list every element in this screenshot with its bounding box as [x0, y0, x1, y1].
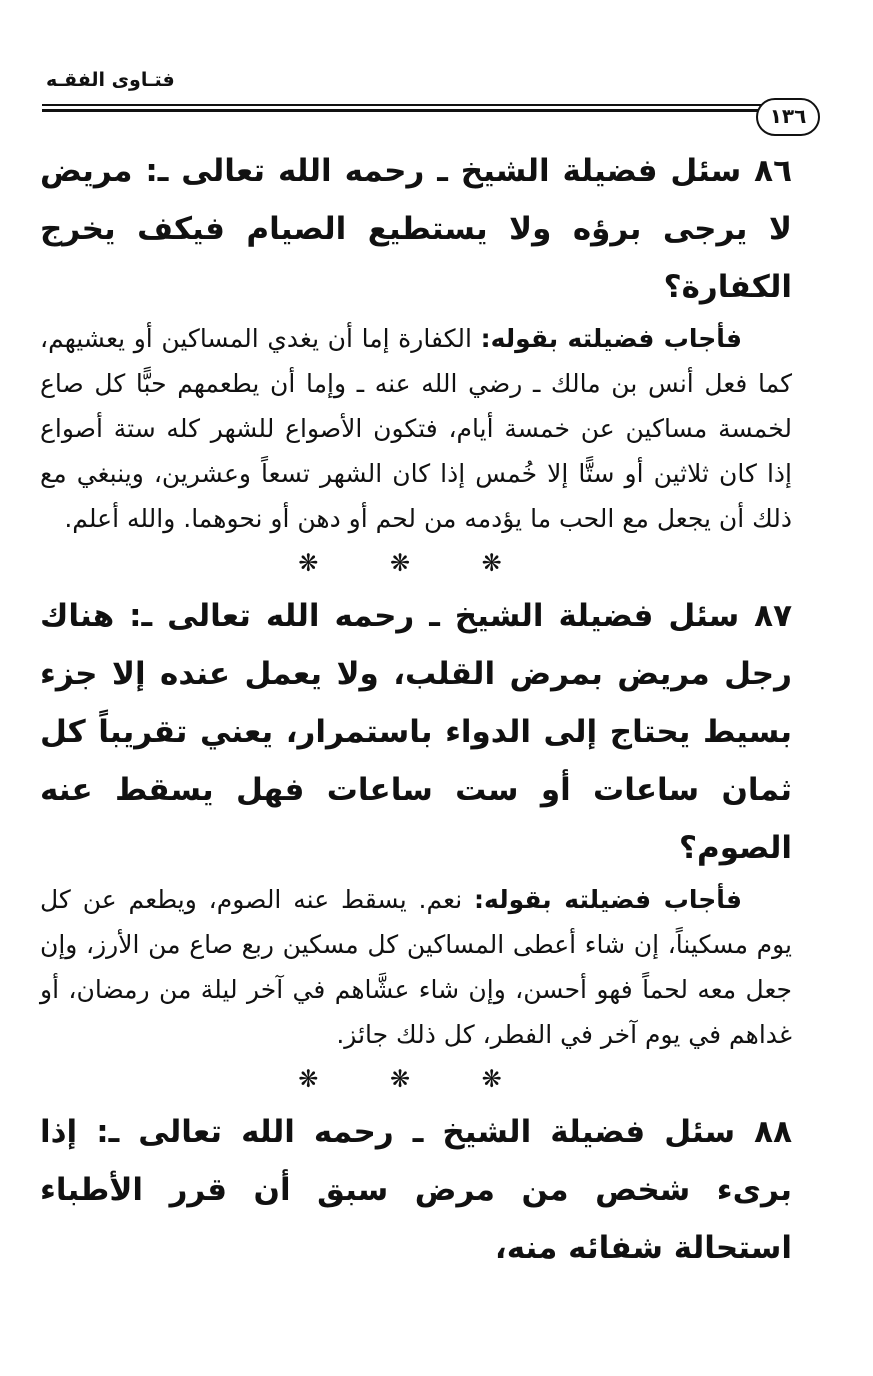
answer-body: نعم. يسقط عنه الصوم، ويطعم عن كل يوم مسكيناً، إن شاء أعطى المساكين كل مسكين ربع صاع من الأرز، وإن جعل معه لحماً فهو أحسن، وإن شاء عشَّاهم في آخر ليلة من رمضان، أو غداهم في يوم آخر في الفطر، كل ذلك جائز. — [40, 885, 792, 1049]
answer-87 — [40, 877, 792, 1057]
question-86: ٨٦ سئل فضيلة الشيخ ـ رحمه الله تعالى ـ: مريض لا يرجى برؤه ولا يستطيع الصيام فيكف يخرج الكفارة؟ — [40, 153, 792, 305]
header-rule — [42, 104, 762, 106]
section-separator: ❋ ❋ ❋ — [298, 549, 534, 577]
question-87: ٨٧ سئل فضيلة الشيخ ـ رحمه الله تعالى ـ: هناك رجل مريض بمرض القلب، ولا يعمل عنده إلا جزء بسيط يحتاج إلى الدواء باستمرار، يعني تقريباً كل ثمان ساعات أو ست ساعات فهل يسقط عنه الصوم؟ — [40, 598, 792, 866]
question-88: ٨٨ سئل فضيلة الشيخ ـ رحمه الله تعالى ـ: إذا برىء شخص من مرض سبق أن قرر الأطباء استحالة شفائه منه، — [40, 1114, 792, 1266]
answer-lead: فأجاب فضيلته بقوله: — [474, 885, 742, 914]
answer-86 — [40, 316, 792, 541]
header-rule-thick — [42, 109, 762, 112]
page-content — [40, 142, 792, 1277]
section-separator: ❋ ❋ ❋ — [298, 1065, 534, 1093]
answer-body: الكفارة إما أن يغدي المساكين أو يعشيهم، كما فعل أنس بن مالك ـ رضي الله عنه ـ وإما أن يطعمهم حبًّا كل صاع لخمسة مساكين عن خمسة أيام، فتكون الأصواع للشهر كله ستة أصواع إذا كان ثلاثين أو ستًّا إلا خُمس إذا كان الشهر تسعاً وعشرين، وينبغي مع ذلك أن يجعل مع الحب ما يؤدمه من لحم أو دهن أو نحوهما. والله أعلم. — [40, 324, 792, 533]
page-number-badge: ١٣٦ — [756, 98, 820, 136]
answer-lead: فأجاب فضيلته بقوله: — [480, 324, 742, 353]
running-header-title: فتـاوى الفقـه — [46, 69, 175, 91]
